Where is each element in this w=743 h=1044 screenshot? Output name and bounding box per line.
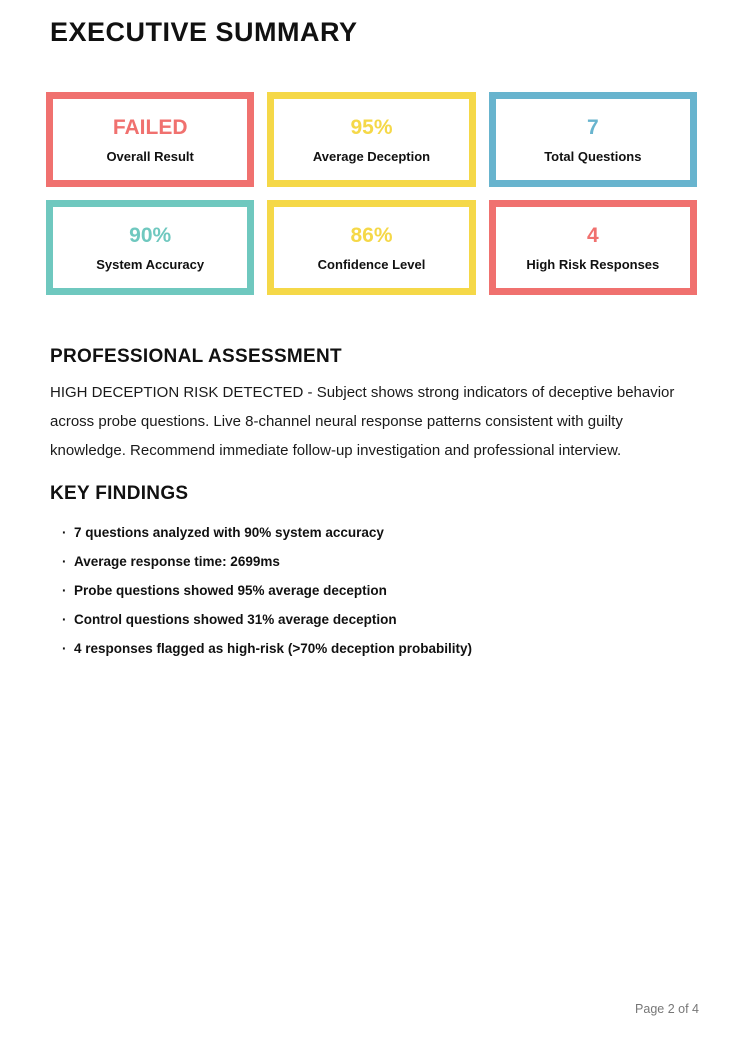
assessment-section-heading: PROFESSIONAL ASSESSMENT <box>50 346 342 367</box>
stat-label: Average Deception <box>312 148 431 164</box>
stat-label: Total Questions <box>544 148 642 164</box>
stat-label: System Accuracy <box>96 256 205 272</box>
finding-item <box>62 576 702 605</box>
findings-section-heading: KEY FINDINGS <box>50 483 189 504</box>
stat-value: 95% <box>350 115 393 139</box>
finding-text: 7 questions analyzed with 90% system accuracy <box>74 525 384 540</box>
page-title: EXECUTIVE SUMMARY <box>50 17 358 47</box>
stat-card-average-deception <box>267 92 475 187</box>
stat-card-system-accuracy <box>46 200 254 295</box>
page-number: Page 2 of 4 <box>635 1002 699 1016</box>
finding-item <box>62 518 702 547</box>
finding-item <box>62 547 702 576</box>
stat-value: 7 <box>586 115 599 139</box>
assessment-paragraph: HIGH DECEPTION RISK DETECTED - Subject shows strong indicators of deceptive behavior across probe questions. Live 8-channel neural response patterns consistent with guilty knowledge. Recommend immediate follow-up investigation and professional interview. <box>50 384 675 459</box>
stat-value: 90% <box>129 223 172 247</box>
key-findings-list <box>62 518 702 663</box>
finding-text: 4 responses flagged as high-risk (>70% deception probability) <box>74 641 472 656</box>
stat-card-total-questions <box>489 92 697 187</box>
stat-card-high-risk-responses <box>489 200 697 295</box>
stat-value: FAILED <box>112 115 188 139</box>
stat-value: 86% <box>350 223 393 247</box>
finding-text: Average response time: 2699ms <box>74 554 280 569</box>
stat-label: Overall Result <box>106 148 194 164</box>
finding-text: Control questions showed 31% average deception <box>74 612 397 627</box>
stat-value: 4 <box>586 223 599 247</box>
stat-card-overall-result <box>46 92 254 187</box>
finding-text: Probe questions showed 95% average deception <box>74 583 387 598</box>
finding-item <box>62 605 702 634</box>
stat-cards-grid <box>46 92 697 295</box>
stat-card-confidence-level <box>267 200 475 295</box>
stat-label: High Risk Responses <box>526 256 660 272</box>
finding-item <box>62 634 702 663</box>
stat-label: Confidence Level <box>317 256 426 272</box>
